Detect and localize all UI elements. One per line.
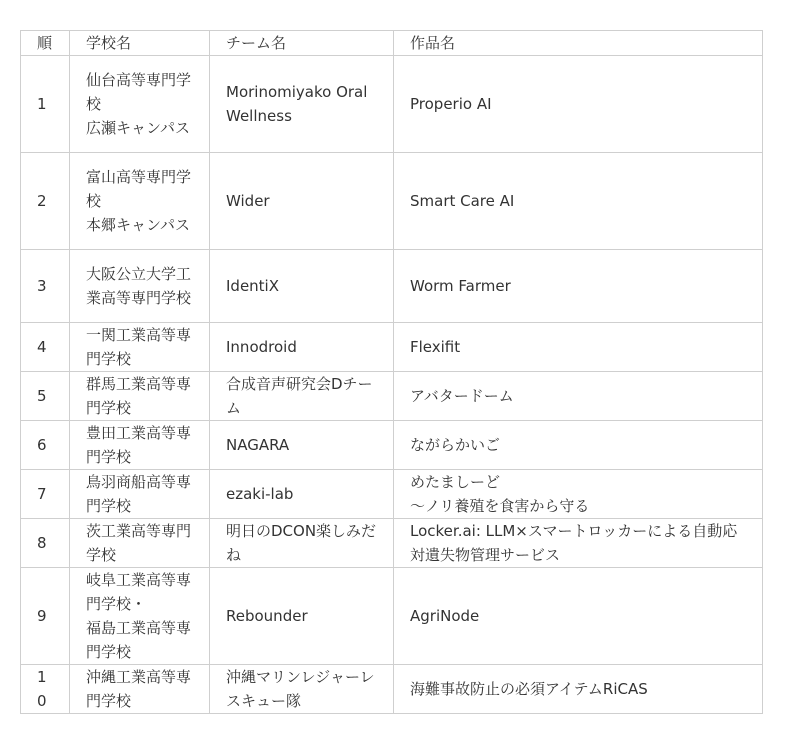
- team-cell: [210, 323, 394, 372]
- school-cell: [70, 56, 210, 153]
- team-text: NAGARA: [226, 436, 290, 454]
- table-row: [21, 372, 763, 421]
- rank-text: 6: [37, 436, 47, 454]
- work-text: めたましーど ～ノリ養殖を食害から守る: [410, 473, 590, 515]
- rank-text: 9: [37, 607, 47, 625]
- work-cell: [394, 470, 763, 519]
- school-text: 沖縄工業高等専門学校: [86, 668, 192, 710]
- rank-text: 1: [37, 95, 47, 113]
- rank-text: 7: [37, 485, 47, 503]
- school-cell: [70, 665, 210, 714]
- school-cell: [70, 421, 210, 470]
- table-body: [21, 56, 763, 714]
- team-cell: [210, 372, 394, 421]
- team-cell: [210, 56, 394, 153]
- work-text: Worm Farmer: [410, 277, 511, 295]
- table-row: [21, 519, 763, 568]
- work-text: Locker.ai: LLM×スマートロッカーによる自動応対遺失物管理サービス: [410, 522, 738, 564]
- rank-cell: [21, 421, 70, 470]
- school-text: 鳥羽商船高等専門学校: [86, 473, 192, 515]
- school-cell: [70, 372, 210, 421]
- table-row: [21, 250, 763, 323]
- school-text: 一関工業高等専門学校: [86, 326, 192, 368]
- table-row: [21, 56, 763, 153]
- school-text: 岐阜工業高等専門学校・ 福島工業高等専門学校: [86, 571, 192, 661]
- work-cell: [394, 421, 763, 470]
- team-cell: [210, 519, 394, 568]
- rank-text: 3: [37, 277, 47, 295]
- team-cell: [210, 153, 394, 250]
- rank-cell: [21, 568, 70, 665]
- work-text: AgriNode: [410, 607, 480, 625]
- table-row: [21, 153, 763, 250]
- work-cell: [394, 568, 763, 665]
- header-work: 作品名: [394, 31, 763, 56]
- team-text: Wider: [226, 192, 270, 210]
- school-text: 大阪公立大学工業高等専門学校: [86, 265, 192, 307]
- work-cell: [394, 323, 763, 372]
- rank-text: 10: [37, 668, 47, 710]
- table-row: [21, 665, 763, 714]
- team-cell: [210, 665, 394, 714]
- rank-text: 5: [37, 387, 47, 405]
- team-text: Rebounder: [226, 607, 308, 625]
- header-team: チーム名: [210, 31, 394, 56]
- work-text: 海難事故防止の必須アイテムRiCAS: [410, 680, 648, 698]
- header-row: [21, 31, 763, 56]
- work-cell: [394, 519, 763, 568]
- team-cell: [210, 421, 394, 470]
- work-cell: [394, 665, 763, 714]
- team-text: Innodroid: [226, 338, 297, 356]
- school-cell: [70, 323, 210, 372]
- rank-cell: [21, 470, 70, 519]
- work-cell: [394, 153, 763, 250]
- school-cell: [70, 470, 210, 519]
- school-text: 豊田工業高等専門学校: [86, 424, 192, 466]
- rank-cell: [21, 372, 70, 421]
- work-cell: [394, 56, 763, 153]
- rank-cell: [21, 323, 70, 372]
- school-cell: [70, 250, 210, 323]
- work-text: Smart Care AI: [410, 192, 515, 210]
- team-text: IdentiX: [226, 277, 280, 295]
- table-header: [21, 31, 763, 56]
- work-cell: [394, 372, 763, 421]
- ranking-table: [20, 30, 763, 714]
- rank-cell: [21, 56, 70, 153]
- header-rank: 順: [21, 31, 70, 56]
- table-row: [21, 568, 763, 665]
- rank-cell: [21, 250, 70, 323]
- school-text: 富山高等専門学校 本郷キャンパス: [86, 168, 192, 234]
- rank-cell: [21, 665, 70, 714]
- work-cell: [394, 250, 763, 323]
- school-cell: [70, 153, 210, 250]
- school-text: 群馬工業高等専門学校: [86, 375, 192, 417]
- table-row: [21, 470, 763, 519]
- work-text: アバタードーム: [410, 387, 514, 405]
- team-text: 沖縄マリンレジャーレスキュー隊: [226, 668, 375, 710]
- rank-text: 8: [37, 534, 47, 552]
- work-text: ながらかいご: [410, 436, 501, 454]
- table-row: [21, 421, 763, 470]
- team-cell: [210, 568, 394, 665]
- school-cell: [70, 568, 210, 665]
- team-text: ezaki-lab: [226, 485, 294, 503]
- rank-text: 4: [37, 338, 47, 356]
- team-text: Morinomiyako Oral Wellness: [226, 83, 368, 125]
- rank-cell: [21, 519, 70, 568]
- team-text: 合成音声研究会Dチーム: [226, 375, 373, 417]
- team-cell: [210, 470, 394, 519]
- work-text: Properio AI: [410, 95, 492, 113]
- team-cell: [210, 250, 394, 323]
- school-text: 茨工業高等専門学校: [86, 522, 192, 564]
- table-row: [21, 323, 763, 372]
- team-text: 明日のDCON楽しみだね: [226, 522, 377, 564]
- work-text: Flexifit: [410, 338, 461, 356]
- rank-cell: [21, 153, 70, 250]
- school-text: 仙台高等専門学校 広瀬キャンパス: [86, 71, 192, 137]
- header-school: 学校名: [70, 31, 210, 56]
- school-cell: [70, 519, 210, 568]
- rank-text: 2: [37, 192, 47, 210]
